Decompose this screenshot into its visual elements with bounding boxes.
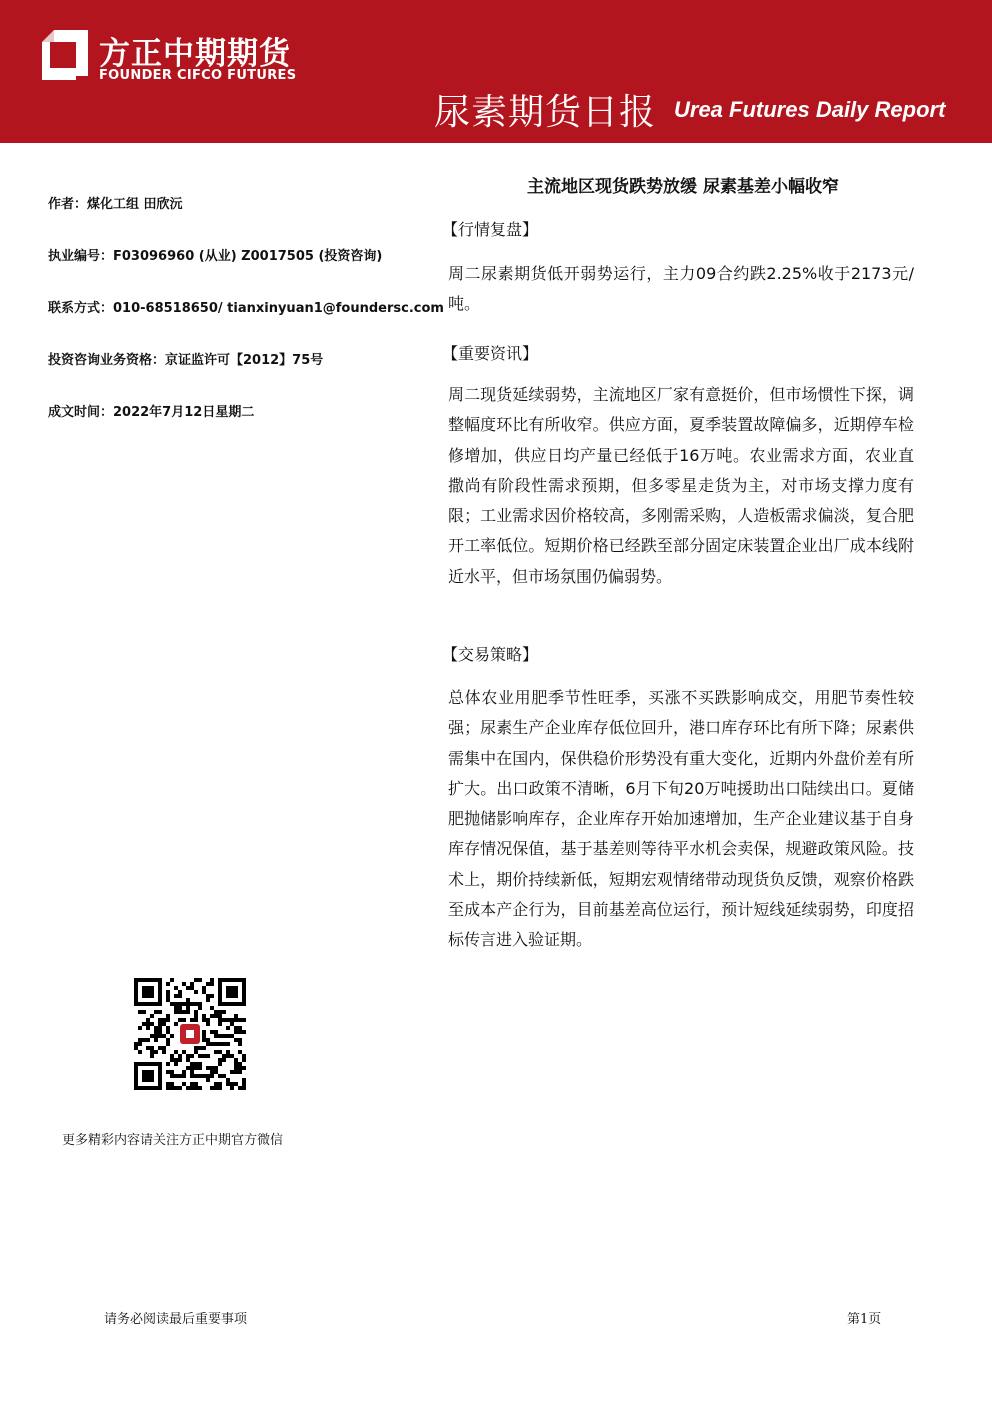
wechat-qr-code-icon (134, 978, 246, 1090)
company-name-cn: 方正中期期货 (99, 36, 291, 72)
license-line: 执业编号：F03096960 (从业) Z0017505 (投资咨询) (48, 249, 383, 264)
author-line: 作者：煤化工组 田欣沅 (48, 197, 183, 212)
company-name-en: FOUNDER CIFCO FUTURES (99, 68, 297, 83)
section-title-key-news: 【重要资讯】 (442, 344, 539, 363)
qr-caption: 更多精彩内容请关注方正中期官方微信 (62, 1133, 284, 1148)
contact-line: 联系方式：010-68518650/ tianxinyuan1@foundersc.com (48, 301, 444, 316)
date-line: 成文时间：2022年7月12日星期二 (48, 405, 255, 420)
section-title-market-review: 【行情复盘】 (442, 220, 539, 239)
section-text-key-news: 周二现货延续弱势，主流地区厂家有意挺价，但市场惯性下探，调整幅度环比有所收窄。供应方面，夏季装置故障偏多，近期停车检修增加，供应日均产量已经低于16万吨。农业需求方面，农业直撒尚有阶段性需求预期，但多零星走货为主，对市场支撑力度有限；工业需求因价格较高，多刚需采购，人造板需求偏淡，复合肥开工率低位。短期价格已经跌至部分固定床装置企业出厂成本线附近水平，但市场氛围仍偏弱势。 (448, 385, 914, 586)
footer-disclaimer-note: 请务必阅读最后重要事项 (104, 1312, 248, 1327)
company-logo-icon (40, 28, 90, 82)
article-headline: 主流地区现货跌势放缓 尿素基差小幅收窄 (527, 177, 839, 197)
report-title-cn: 尿素期货日报 (434, 92, 657, 133)
report-title-en: Urea Futures Daily Report (674, 97, 946, 122)
qualification-line: 投资咨询业务资格：京证监许可【2012】75号 (48, 353, 324, 368)
page-number: 第1页 (847, 1312, 882, 1327)
section-title-strategy: 【交易策略】 (442, 645, 539, 664)
section-text-market-review: 周二尿素期货低开弱势运行，主力09合约跌2.25%收于2173元/吨。 (448, 264, 914, 314)
section-text-strategy: 总体农业用肥季节性旺季，买涨不买跌影响成交，用肥节奏性较强；尿素生产企业库存低位回升，港口库存环比有所下降；尿素供需集中在国内，保供稳价形势没有重大变化，近期内外盘价差有所扩大。出口政策不清晰，6月下旬20万吨援助出口陆续出口。夏储肥抛储影响库存，企业库存开始加速增加，生产企业建议基于自身库存情况保值，基于基差则等待平水机会卖保，规避政策风险。技术上，期价持续新低，短期宏观情绪带动现货负反馈，观察价格跌至成本产企行为，目前基差高位运行，预计短线延续弱势，印度招标传言进入验证期。 (448, 688, 914, 950)
report-header (0, 0, 992, 143)
